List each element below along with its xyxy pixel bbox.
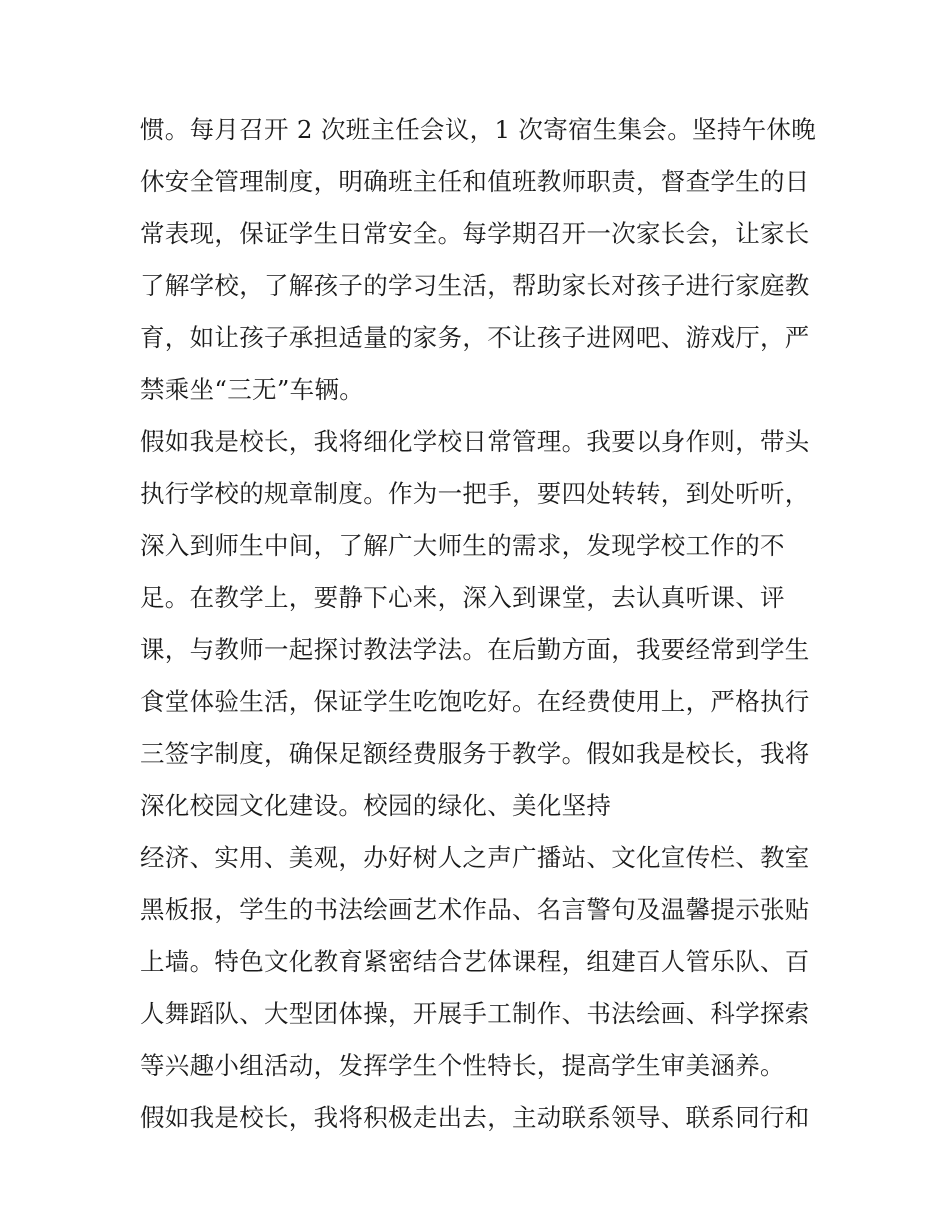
text-line: 深化校园文化建设。校园的绿化、美化坚持	[140, 791, 612, 820]
text-line: 惯。每月召开 2 次班主任会议，1 次寄宿生集会。坚持午休晚	[140, 115, 817, 144]
text-line: 课，与教师一起探讨教法学法。在后勤方面，我要经常到学生	[140, 635, 810, 664]
text-line: 了解学校，了解孩子的学习生活，帮助家长对孩子进行家庭教	[140, 271, 810, 300]
text-line: 禁乘坐“三无”车辆。	[140, 375, 365, 404]
text-line: 休安全管理制度，明确班主任和值班教师职责，督查学生的日	[140, 167, 810, 196]
text-line: 人舞蹈队、大型团体操，开展手工制作、书法绘画、科学探索	[140, 999, 810, 1028]
text-line: 足。在教学上，要静下心来，深入到课堂，去认真听课、评	[140, 583, 785, 612]
text-line: 三签字制度，确保足额经费服务于教学。假如我是校长，我将	[140, 739, 810, 768]
body-text	[140, 104, 820, 1144]
text-line: 上墙。特色文化教育紧密结合艺体课程，组建百人管乐队、百	[140, 947, 810, 976]
text-line: 深入到师生中间，了解广大师生的需求，发现学校工作的不	[140, 531, 785, 560]
text-line: 假如我是校长，我将积极走出去，主动联系领导、联系同行和	[140, 1103, 810, 1132]
text-line: 等兴趣小组活动，发挥学生个性特长，提高学生审美涵养。	[140, 1051, 785, 1080]
text-line: 经济、实用、美观，办好树人之声广播站、文化宣传栏、教室	[140, 843, 810, 872]
text-line: 黑板报，学生的书法绘画艺术作品、名言警句及温馨提示张贴	[140, 895, 810, 924]
text-line: 假如我是校长，我将细化学校日常管理。我要以身作则，带头	[140, 427, 810, 456]
text-line: 常表现，保证学生日常安全。每学期召开一次家长会，让家长	[140, 219, 810, 248]
text-line: 食堂体验生活，保证学生吃饱吃好。在经费使用上，严格执行	[140, 687, 810, 716]
text-line: 育，如让孩子承担适量的家务，不让孩子进网吧、游戏厅，严	[140, 323, 810, 352]
text-line: 执行学校的规章制度。作为一把手，要四处转转，到处听听，	[140, 479, 810, 508]
